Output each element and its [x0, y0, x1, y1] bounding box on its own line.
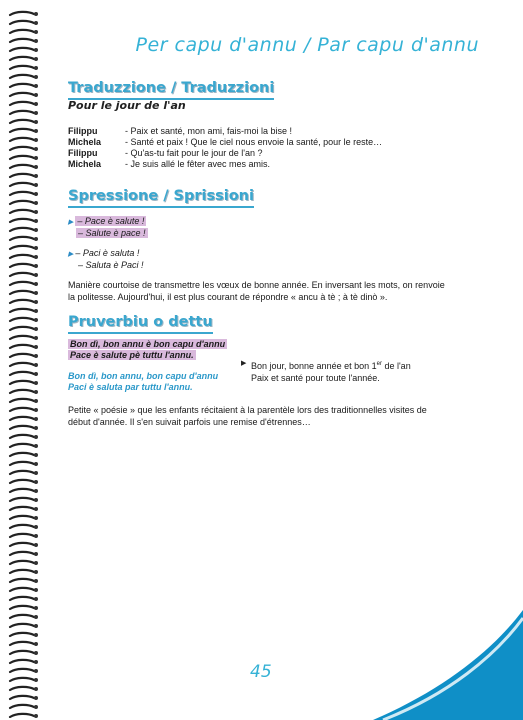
spiral-hole — [34, 336, 38, 340]
spiral-hole — [34, 192, 38, 196]
expression-line — [68, 248, 144, 260]
arrow-right-icon: ▶ — [68, 251, 74, 258]
spiral-ring — [10, 57, 34, 60]
spiral-ring — [10, 273, 34, 276]
spiral-ring — [10, 192, 34, 195]
spiral-ring — [10, 48, 34, 51]
spiral-binding — [6, 6, 40, 718]
spiral-ring — [10, 372, 34, 375]
spiral-hole — [34, 129, 38, 133]
translation-line-2: Paix et santé pour toute l'année. — [251, 373, 380, 383]
spiral-ring — [10, 561, 34, 564]
spiral-ring — [10, 165, 34, 168]
corner-decoration — [373, 610, 523, 720]
expression-text: – Saluta è Paci ! — [78, 260, 144, 270]
spiral-ring — [10, 624, 34, 627]
spiral-hole — [34, 21, 38, 25]
dialogue-line — [68, 126, 448, 137]
spiral-ring — [10, 111, 34, 114]
dialogue-block — [68, 126, 448, 170]
spiral-hole — [34, 156, 38, 160]
spiral-ring — [10, 345, 34, 348]
spiral-hole — [34, 354, 38, 358]
expression-explanation: Manière courtoise de transmettre les vœux de bonne année. En inversant les mots, on renvoie la politesse. Aujourd'hui, il est plus courant de répondre « ancu à tè ; à tè dinò ». — [68, 280, 445, 302]
spiral-hole — [34, 66, 38, 70]
spiral-ring — [10, 633, 34, 636]
spiral-hole — [34, 579, 38, 583]
spiral-ring — [10, 408, 34, 411]
spiral-hole — [34, 219, 38, 223]
spiral-hole — [34, 174, 38, 178]
spiral-ring — [10, 606, 34, 609]
spiral-ring — [10, 39, 34, 42]
spiral-ring — [10, 12, 34, 15]
proverb-line: Pace è salute pè tuttu l'annu. — [70, 350, 194, 360]
spiral-ring — [10, 66, 34, 69]
spiral-ring — [10, 471, 34, 474]
spiral-hole — [34, 615, 38, 619]
spiral-hole — [34, 561, 38, 565]
highlighted-expression: – Salute è pace ! — [78, 228, 146, 238]
spiral-ring — [10, 507, 34, 510]
spiral-hole — [34, 507, 38, 511]
arrow-right-icon: ▶ — [68, 219, 74, 226]
spiral-ring — [10, 84, 34, 87]
spiral-ring — [10, 696, 34, 699]
spiral-hole — [34, 534, 38, 538]
section-title-text: Spressione / Sprissioni — [68, 188, 254, 204]
proverb-highlighted — [68, 339, 227, 361]
spiral-hole — [34, 147, 38, 151]
spiral-hole — [34, 165, 38, 169]
spiral-hole — [34, 255, 38, 259]
spiral-hole — [34, 237, 38, 241]
spiral-ring — [10, 102, 34, 105]
line-text: - Qu'as-tu fait pour le jour de l'an ? — [125, 148, 263, 158]
page-number: 45 — [250, 662, 272, 682]
spiral-ring — [10, 264, 34, 267]
spiral-ring — [10, 480, 34, 483]
spiral-ring — [10, 543, 34, 546]
expression-line — [68, 228, 148, 239]
spiral-hole — [34, 624, 38, 628]
line-text: - Paix et santé, mon ami, fais-moi la bise ! — [125, 126, 293, 136]
spiral-ring — [10, 588, 34, 591]
spiral-ring — [10, 147, 34, 150]
spiral-ring — [10, 399, 34, 402]
spiral-hole — [34, 93, 38, 97]
spiral-ring — [10, 687, 34, 690]
spiral-ring — [10, 336, 34, 339]
spiral-hole — [34, 30, 38, 34]
spiral-hole — [34, 84, 38, 88]
spiral-ring — [10, 255, 34, 258]
spiral-hole — [34, 210, 38, 214]
spiral-ring — [10, 444, 34, 447]
spiral-hole — [34, 201, 38, 205]
spiral-ring — [10, 642, 34, 645]
spiral-ring — [10, 138, 34, 141]
spiral-hole — [34, 606, 38, 610]
spiral-ring — [10, 300, 34, 303]
spiral-hole — [34, 498, 38, 502]
spiral-hole — [34, 597, 38, 601]
spiral-hole — [34, 588, 38, 592]
spiral-hole — [34, 264, 38, 268]
section-title-text: Traduzzione / Traduzzioni — [68, 80, 275, 96]
spiral-ring — [10, 615, 34, 618]
spiral-ring — [10, 21, 34, 24]
spiral-hole — [34, 12, 38, 16]
spiral-ring — [10, 381, 34, 384]
spiral-ring — [10, 678, 34, 681]
spiral-hole — [34, 525, 38, 529]
spiral-hole — [34, 300, 38, 304]
page-header-title: Per capu d'annu / Par capu d'annu — [135, 34, 479, 56]
spiral-hole — [34, 120, 38, 124]
spiral-hole — [34, 372, 38, 376]
expression-group-2 — [68, 248, 144, 271]
spiral-hole — [34, 327, 38, 331]
spiral-hole — [34, 642, 38, 646]
spiral-ring — [10, 237, 34, 240]
proverb-variant — [68, 371, 218, 393]
expression-line — [68, 216, 148, 228]
spiral-ring — [10, 705, 34, 708]
proverb-translation — [241, 358, 411, 384]
spiral-ring — [10, 579, 34, 582]
spiral-ring — [10, 183, 34, 186]
line-text: - Je suis allé le fêter avec mes amis. — [125, 159, 271, 169]
spiral-hole — [34, 651, 38, 655]
spiral-hole — [34, 669, 38, 673]
spiral-hole — [34, 246, 38, 250]
spiral-hole — [34, 345, 38, 349]
spiral-ring — [10, 75, 34, 78]
spiral-hole — [34, 705, 38, 709]
section-subtitle: Pour le jour de l'an — [68, 99, 186, 112]
spiral-ring — [10, 327, 34, 330]
spiral-hole — [34, 570, 38, 574]
spiral-ring — [10, 318, 34, 321]
spiral-hole — [34, 480, 38, 484]
spiral-ring — [10, 93, 34, 96]
spiral-ring — [10, 651, 34, 654]
spiral-hole — [34, 390, 38, 394]
spiral-hole — [34, 399, 38, 403]
spiral-hole — [34, 660, 38, 664]
spiral-ring — [10, 462, 34, 465]
spiral-hole — [34, 48, 38, 52]
spiral-hole — [34, 282, 38, 286]
highlighted-expression: – Pace è salute ! — [77, 216, 145, 226]
spiral-hole — [34, 102, 38, 106]
speaker: Filippu — [68, 126, 98, 136]
arrow-right-icon: ▶ — [241, 360, 247, 367]
spiral-ring — [10, 219, 34, 222]
spiral-hole — [34, 678, 38, 682]
spiral-hole — [34, 462, 38, 466]
expression-group-1 — [68, 216, 148, 239]
spiral-ring — [10, 597, 34, 600]
spiral-hole — [34, 363, 38, 367]
spiral-hole — [34, 687, 38, 691]
spiral-hole — [34, 435, 38, 439]
spiral-hole — [34, 471, 38, 475]
expression-text: – Paci è saluta ! — [75, 248, 140, 258]
spiral-hole — [34, 516, 38, 520]
speaker: Michela — [68, 137, 102, 147]
spiral-ring — [10, 426, 34, 429]
spiral-hole — [34, 111, 38, 115]
proverb-line: Paci è saluta par tuttu l'annu. — [68, 382, 193, 392]
speaker: Michela — [68, 159, 102, 169]
spiral-ring — [10, 489, 34, 492]
title-underline — [68, 332, 213, 334]
spiral-hole — [34, 417, 38, 421]
spiral-hole — [34, 408, 38, 412]
spiral-ring — [10, 201, 34, 204]
spiral-ring — [10, 309, 34, 312]
spiral-ring — [10, 120, 34, 123]
spiral-hole — [34, 273, 38, 277]
section-title-traduzzione — [68, 80, 274, 96]
title-underline — [68, 206, 254, 208]
spiral-hole — [34, 75, 38, 79]
proverb-line: Bon dì, bon annu, bon capu d'annu — [68, 371, 219, 381]
spiral-hole — [34, 714, 38, 718]
spiral-ring — [10, 228, 34, 231]
spiral-ring — [10, 660, 34, 663]
spiral-ring — [10, 282, 34, 285]
spiral-ring — [10, 552, 34, 555]
spiral-ring — [10, 354, 34, 357]
spiral-ring — [10, 174, 34, 177]
expression-line — [68, 260, 144, 271]
spiral-ring — [10, 714, 34, 717]
section-title-pruverbiu — [68, 314, 213, 330]
spiral-ring — [10, 453, 34, 456]
speaker: Filippu — [68, 148, 98, 158]
spiral-hole — [34, 489, 38, 493]
spiral-ring — [10, 246, 34, 249]
spiral-ring — [10, 417, 34, 420]
spiral-hole — [34, 426, 38, 430]
dialogue-line — [68, 137, 448, 148]
spiral-ring — [10, 210, 34, 213]
spiral-hole — [34, 381, 38, 385]
spiral-hole — [34, 309, 38, 313]
spiral-ring — [10, 570, 34, 573]
spiral-ring — [10, 498, 34, 501]
spiral-ring — [10, 291, 34, 294]
spiral-hole — [34, 552, 38, 556]
spiral-ring — [10, 363, 34, 366]
spiral-ring — [10, 669, 34, 672]
spiral-hole — [34, 291, 38, 295]
spiral-ring — [10, 156, 34, 159]
dialogue-line — [68, 159, 448, 170]
spiral-hole — [34, 453, 38, 457]
spiral-hole — [34, 228, 38, 232]
spiral-hole — [34, 633, 38, 637]
spiral-hole — [34, 318, 38, 322]
spiral-ring — [10, 30, 34, 33]
section-title-spressione — [68, 188, 254, 204]
spiral-ring — [10, 435, 34, 438]
spiral-hole — [34, 138, 38, 142]
spiral-hole — [34, 39, 38, 43]
spiral-hole — [34, 444, 38, 448]
spiral-ring — [10, 129, 34, 132]
spiral-hole — [34, 183, 38, 187]
proverb-explanation: Petite « poésie » que les enfants récitaient à la parentèle lors des traditionnelles visites de début d'année. Il s'en suivait parfois une remise d'étrennes… — [68, 405, 427, 427]
spiral-ring — [10, 516, 34, 519]
dialogue-line — [68, 148, 448, 159]
proverb-line: Bon dì, bon annu è bon capu d'annu — [70, 339, 226, 349]
translation-line-1: Bon jour, bonne année et bon 1er de l'an — [251, 361, 411, 371]
spiral-hole — [34, 543, 38, 547]
spiral-ring — [10, 390, 34, 393]
spiral-ring — [10, 534, 34, 537]
line-text: - Santé et paix ! Que le ciel nous envoie la santé, pour le reste… — [125, 137, 383, 147]
spiral-ring — [10, 525, 34, 528]
section-title-text: Pruverbiu o dettu — [68, 314, 213, 330]
spiral-hole — [34, 57, 38, 61]
spiral-hole — [34, 696, 38, 700]
